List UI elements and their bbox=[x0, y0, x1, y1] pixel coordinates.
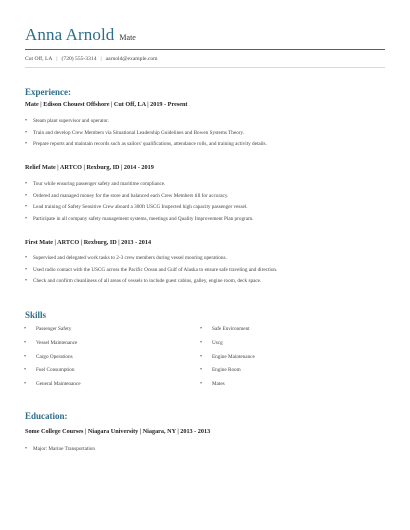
skills-list-right bbox=[200, 326, 255, 395]
contact-line bbox=[25, 56, 158, 62]
skills-list-left bbox=[24, 326, 81, 395]
list-item: • Tour while ensuring passenger safety and maritime compliance. bbox=[25, 181, 253, 193]
education-bullets bbox=[25, 446, 95, 458]
contact-separator: | bbox=[100, 56, 102, 62]
skill-item: • Passenger Safety bbox=[24, 326, 81, 340]
list-item: • Steam plant supervisor and operator. bbox=[25, 118, 267, 130]
header-divider bbox=[25, 49, 385, 50]
job-bullets bbox=[25, 181, 253, 227]
list-item: • Major: Marine Transportation bbox=[25, 446, 95, 458]
list-item: • Lead training of Safety Sensitive Crew aboard a 300ft USCG Inspected high capacity passenger vessel. bbox=[25, 204, 253, 216]
contact-phone: (720) 555-3314 bbox=[61, 56, 97, 62]
list-item: • Supervised and delegated work tasks to 2-3 crew members during vessel mooring operations. bbox=[25, 255, 277, 267]
skill-item: • Fuel Consumption bbox=[24, 367, 81, 381]
skill-item: • General Maintenance bbox=[24, 381, 81, 395]
skill-item: • Vessel Maintenance bbox=[24, 340, 81, 354]
skill-item: • Safe Environment bbox=[200, 326, 255, 340]
skill-item: • Uscg bbox=[200, 340, 255, 354]
job-heading: Mate | Edison Chouest Offshore | Cut Off, LA | 2019 - Present bbox=[25, 101, 188, 108]
job-bullets bbox=[25, 118, 267, 153]
skill-item: • Cargo Operations bbox=[24, 354, 81, 368]
education-heading: Education: bbox=[25, 411, 68, 421]
job-heading: First Mate | ARTCO | Rexburg, ID | 2013 - 2014 bbox=[25, 239, 152, 246]
skill-item: • Engine Room bbox=[200, 367, 255, 381]
contact-separator: | bbox=[56, 56, 58, 62]
skill-item: • Mates bbox=[200, 381, 255, 395]
list-item: • Check and confirm cleanliness of all areas of vessels to include guest cabins, galley, engine room, deck space. bbox=[25, 278, 277, 290]
list-item: • Ordered and managed money for the store and balanced each Crew Members till for accuracy. bbox=[25, 193, 253, 205]
contact-divider bbox=[25, 67, 385, 68]
list-item: • Participate in all company safety management systems, meetings and Quality Improvement Plan program. bbox=[25, 216, 253, 228]
resume-header bbox=[25, 25, 385, 45]
candidate-name: Anna Arnold bbox=[25, 25, 115, 44]
education-entry-heading: Some College Courses | Niagara University | Niagara, NY | 2013 - 2013 bbox=[25, 428, 211, 435]
experience-heading: Experience: bbox=[25, 87, 71, 97]
job-bullets bbox=[25, 255, 277, 290]
skills-heading: Skills bbox=[25, 310, 47, 320]
candidate-role: Mate bbox=[119, 33, 136, 42]
contact-email[interactable]: aarnold@example.com bbox=[105, 56, 158, 62]
contact-location: Cut Off, LA bbox=[25, 56, 53, 62]
skill-item: • Engine Maintenance bbox=[200, 354, 255, 368]
list-item: • Used radio contact with the USCG across the Pacific Ocean and Gulf of Alaska to ensure safe traveling and direction. bbox=[25, 267, 277, 279]
list-item: • Train and develop Crew Members via Situational Leadership Guidelines and Bowen Systems Theory. bbox=[25, 130, 267, 142]
job-heading: Relief Mate | ARTCO | Rexburg, ID | 2014 - 2019 bbox=[25, 164, 154, 171]
list-item: • Prepare reports and maintain records such as sailors' qualifications, attendance rolls, and training activity details. bbox=[25, 141, 267, 153]
name-line bbox=[25, 25, 385, 45]
